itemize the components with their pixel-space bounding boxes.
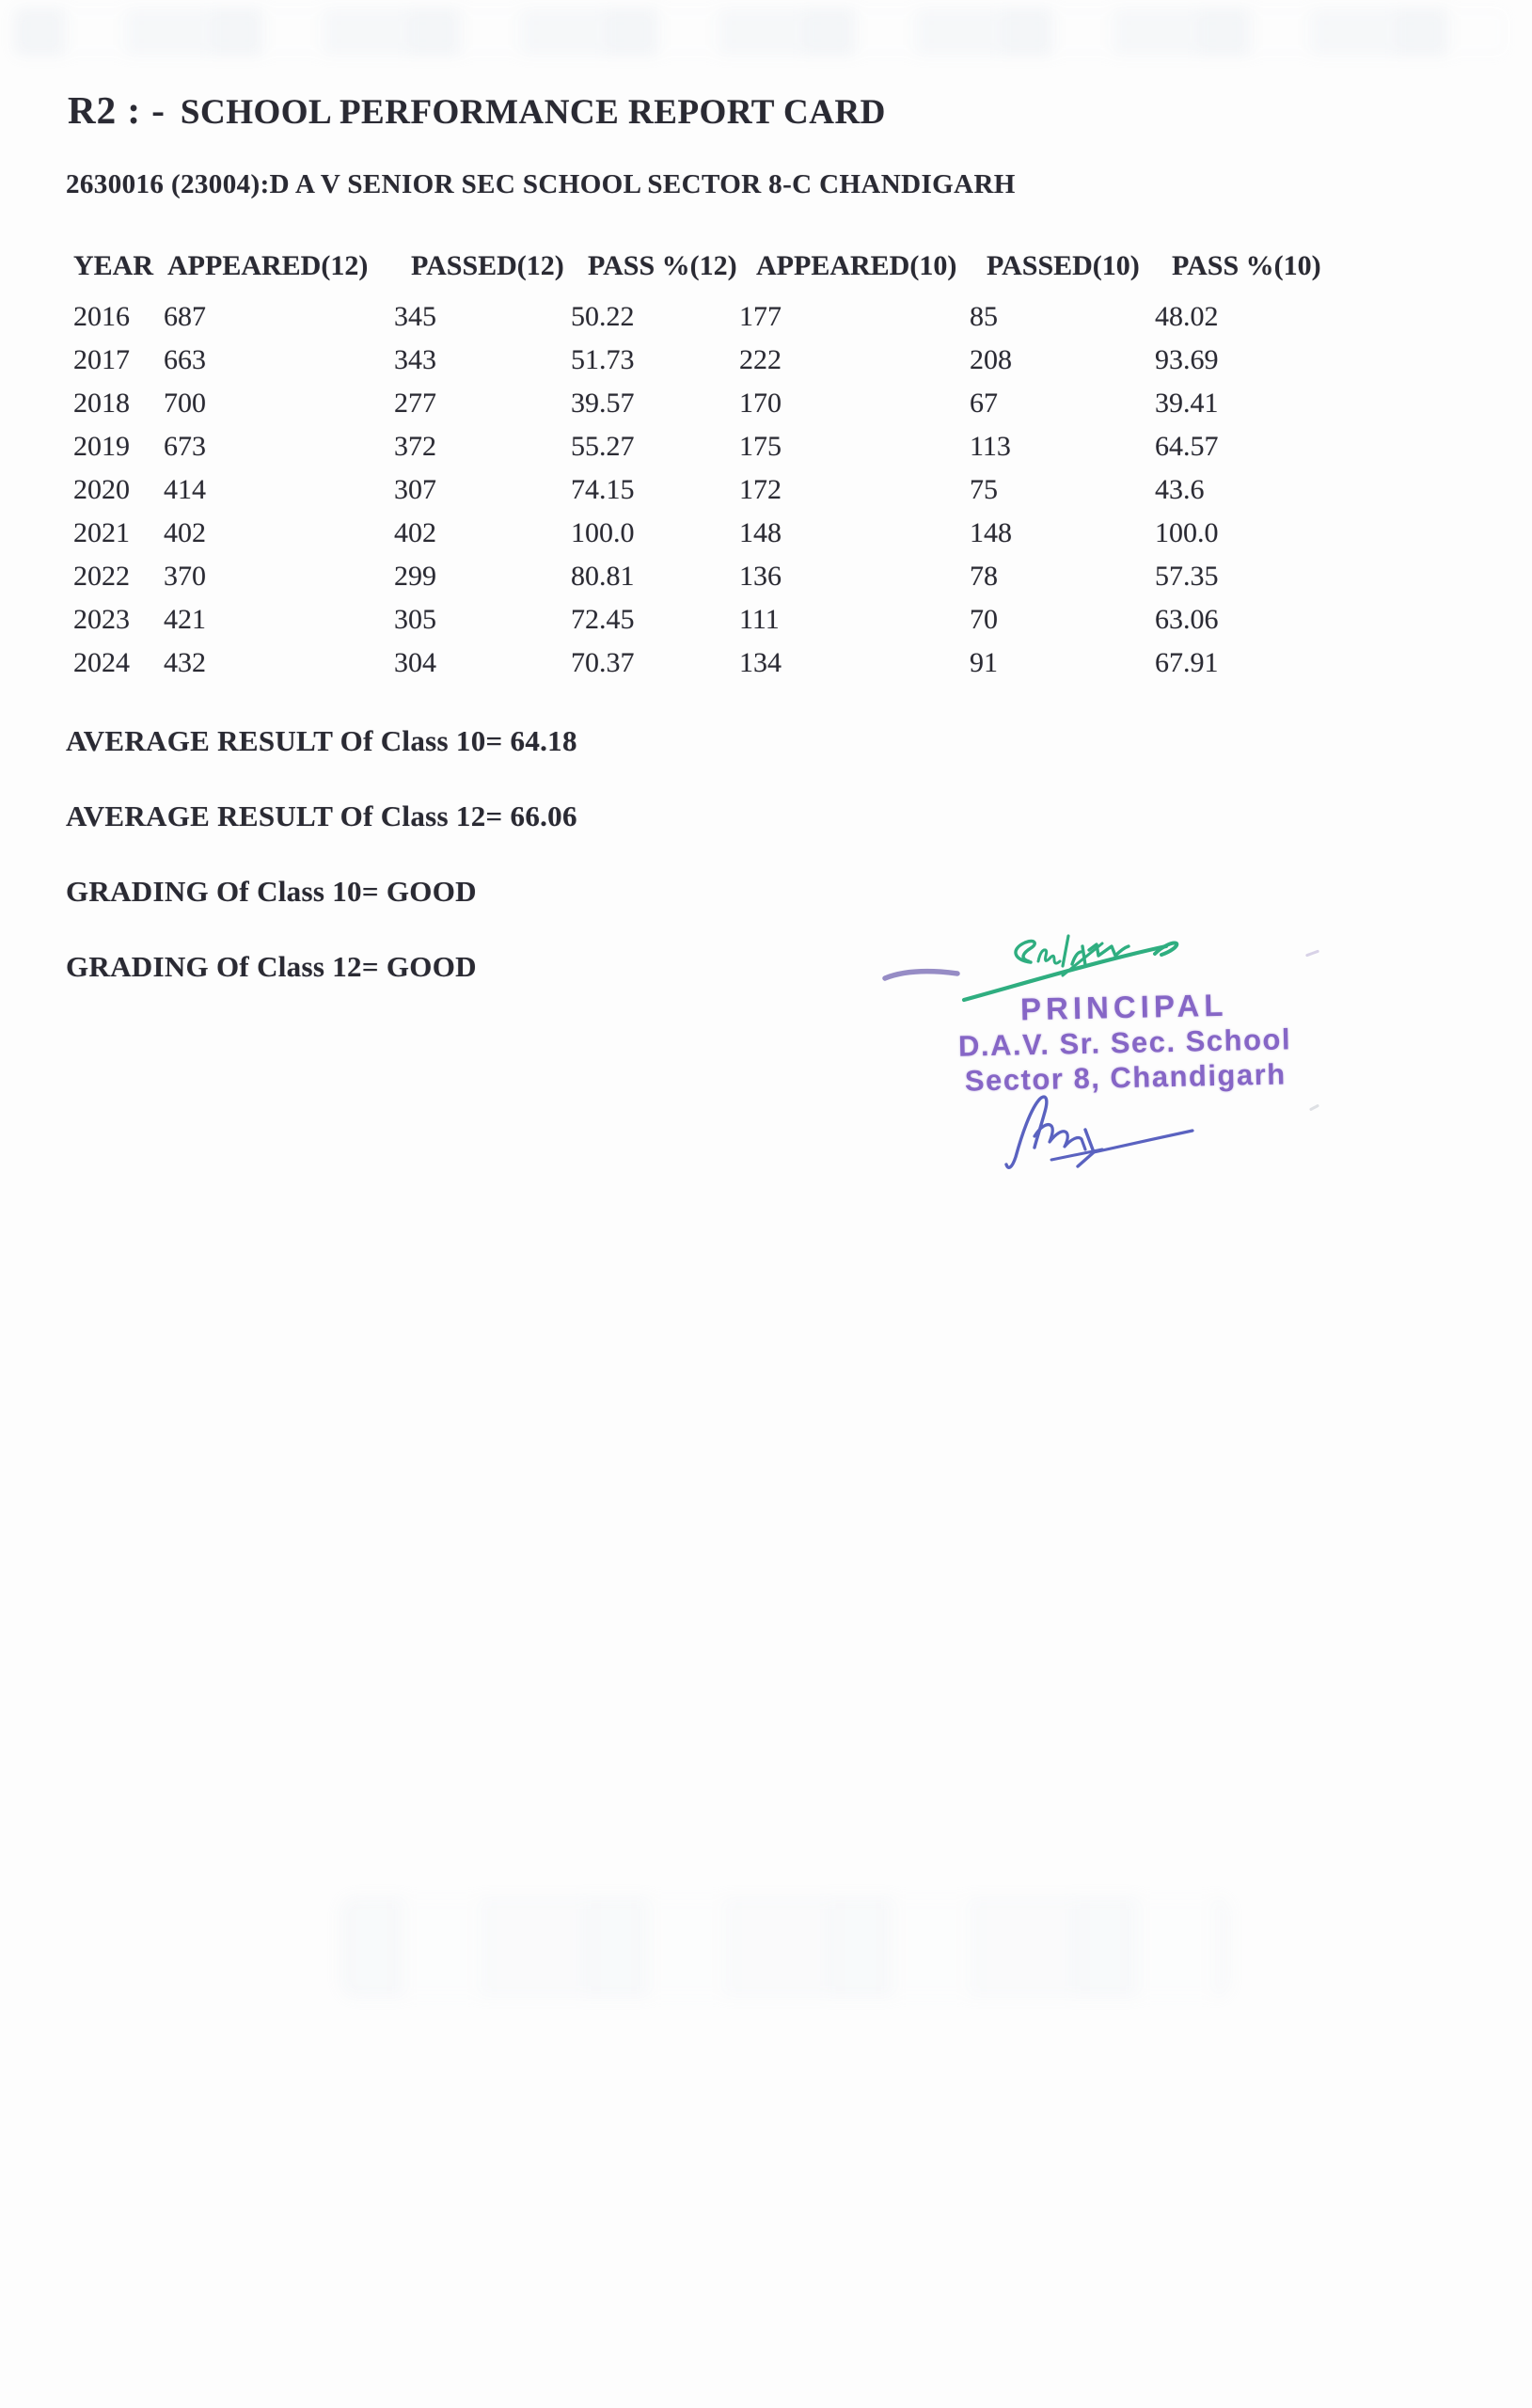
table-header-row bbox=[66, 246, 1350, 295]
table-cell: 78 bbox=[970, 561, 998, 592]
table-cell: 67 bbox=[970, 388, 998, 419]
scan-speck bbox=[1305, 950, 1319, 958]
table-cell: 372 bbox=[394, 431, 436, 462]
table-cell: 208 bbox=[970, 344, 1012, 375]
table-cell: 402 bbox=[394, 517, 436, 548]
table-cell: 80.81 bbox=[571, 561, 635, 592]
table-row bbox=[66, 555, 1350, 598]
table-row bbox=[66, 642, 1350, 685]
table-cell: 67.91 bbox=[1155, 647, 1219, 678]
scan-speck bbox=[1309, 1104, 1319, 1112]
table-cell: 113 bbox=[970, 431, 1011, 462]
table-cell: 72.45 bbox=[571, 604, 635, 635]
scan-artifact-top bbox=[13, 8, 1508, 56]
table-cell: 687 bbox=[164, 301, 206, 332]
table-cell: 2018 bbox=[73, 388, 130, 419]
table-row bbox=[66, 382, 1350, 425]
table-cell: 148 bbox=[970, 517, 1012, 548]
table-cell: 70 bbox=[970, 604, 998, 635]
table-row bbox=[66, 512, 1350, 555]
page-title: SCHOOL PERFORMANCE REPORT CARD bbox=[180, 93, 886, 132]
table-row bbox=[66, 425, 1350, 468]
table-cell: 111 bbox=[739, 604, 780, 635]
stamp-location: Sector 8, Chandigarh bbox=[964, 1057, 1287, 1098]
summary-line: GRADING Of Class 10= GOOD bbox=[66, 875, 477, 908]
column-header: YEAR bbox=[73, 250, 154, 281]
table-cell: 663 bbox=[164, 344, 206, 375]
table-cell: 700 bbox=[164, 388, 206, 419]
table-cell: 136 bbox=[739, 561, 782, 592]
school-identifier: 2630016 (23004):D A V SENIOR SEC SCHOOL SECTOR 8-C CHANDIGARH bbox=[66, 169, 1016, 199]
table-cell: 2020 bbox=[73, 474, 130, 505]
table-cell: 414 bbox=[164, 474, 206, 505]
table-cell: 2023 bbox=[73, 604, 130, 635]
table-cell: 100.0 bbox=[571, 517, 635, 548]
table-cell: 402 bbox=[164, 517, 206, 548]
report-code: R2 : - bbox=[68, 88, 166, 132]
table-cell: 370 bbox=[164, 561, 206, 592]
table-cell: 307 bbox=[394, 474, 436, 505]
table-row bbox=[66, 468, 1350, 512]
summary-line: AVERAGE RESULT Of Class 12= 66.06 bbox=[66, 800, 577, 832]
report-header bbox=[68, 87, 886, 133]
column-header: PASS %(10) bbox=[1172, 250, 1321, 281]
column-header: APPEARED(10) bbox=[756, 250, 957, 281]
table-row bbox=[66, 339, 1350, 382]
table-cell: 85 bbox=[970, 301, 998, 332]
table-cell: 75 bbox=[970, 474, 998, 505]
table-cell: 51.73 bbox=[571, 344, 635, 375]
table-cell: 57.35 bbox=[1155, 561, 1219, 592]
column-header: APPEARED(12) bbox=[167, 250, 369, 281]
table-cell: 2022 bbox=[73, 561, 130, 592]
table-cell: 70.37 bbox=[571, 647, 635, 678]
table-cell: 100.0 bbox=[1155, 517, 1219, 548]
column-header: PASSED(10) bbox=[987, 250, 1140, 281]
table-cell: 175 bbox=[739, 431, 782, 462]
scan-artifact-mid bbox=[339, 1895, 1232, 1999]
table-cell: 299 bbox=[394, 561, 436, 592]
table-cell: 39.41 bbox=[1155, 388, 1219, 419]
table-cell: 2024 bbox=[73, 647, 130, 678]
table-cell: 55.27 bbox=[571, 431, 635, 462]
table-cell: 304 bbox=[394, 647, 436, 678]
table-cell: 50.22 bbox=[571, 301, 635, 332]
table-cell: 277 bbox=[394, 388, 436, 419]
table-row bbox=[66, 295, 1350, 339]
table-cell: 39.57 bbox=[571, 388, 635, 419]
table-cell: 2017 bbox=[73, 344, 130, 375]
table-cell: 172 bbox=[739, 474, 782, 505]
table-cell: 93.69 bbox=[1155, 344, 1219, 375]
column-header: PASS %(12) bbox=[588, 250, 737, 281]
table-cell: 74.15 bbox=[571, 474, 635, 505]
table-cell: 673 bbox=[164, 431, 206, 462]
table-cell: 421 bbox=[164, 604, 206, 635]
table-cell: 2016 bbox=[73, 301, 130, 332]
table-cell: 91 bbox=[970, 647, 998, 678]
table-cell: 432 bbox=[164, 647, 206, 678]
principal-stamp bbox=[919, 986, 1331, 1099]
table-cell: 2019 bbox=[73, 431, 130, 462]
summary-line: GRADING Of Class 12= GOOD bbox=[66, 950, 477, 983]
stamp-school-name: D.A.V. Sr. Sec. School bbox=[957, 1022, 1292, 1063]
table-cell: 148 bbox=[739, 517, 782, 548]
stamp-title: PRINCIPAL bbox=[1019, 987, 1228, 1027]
table-cell: 345 bbox=[394, 301, 436, 332]
column-header: PASSED(12) bbox=[411, 250, 564, 281]
table-cell: 64.57 bbox=[1155, 431, 1219, 462]
summary-line: AVERAGE RESULT Of Class 10= 64.18 bbox=[66, 724, 577, 757]
table-cell: 63.06 bbox=[1155, 604, 1219, 635]
table-cell: 43.6 bbox=[1155, 474, 1205, 505]
table-row bbox=[66, 598, 1350, 642]
summary-block bbox=[66, 724, 577, 1025]
table-cell: 222 bbox=[739, 344, 782, 375]
table-cell: 305 bbox=[394, 604, 436, 635]
table-cell: 177 bbox=[739, 301, 782, 332]
table-cell: 343 bbox=[394, 344, 436, 375]
table-cell: 134 bbox=[739, 647, 782, 678]
table-cell: 170 bbox=[739, 388, 782, 419]
performance-table bbox=[66, 246, 1350, 685]
table-cell: 2021 bbox=[73, 517, 130, 548]
principal-signature-blue bbox=[997, 1087, 1204, 1180]
table-cell: 48.02 bbox=[1155, 301, 1219, 332]
stamp-block bbox=[865, 912, 1392, 1232]
